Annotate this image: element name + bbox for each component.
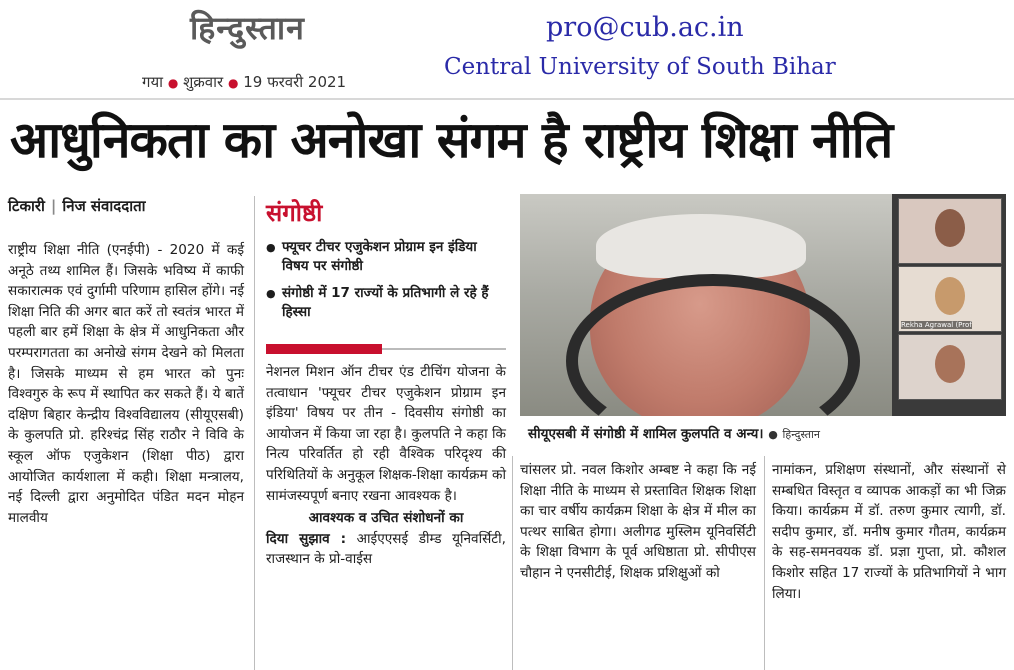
article-photo	[520, 194, 1006, 416]
article-column-3: चांसलर प्रो. नवल किशोर अम्बष्ट ने कहा कि नई शिक्षा नीति के माध्यम से प्रस्तावित शिक्षक शिक्षा का चार वर्षीय कार्यक्रम शिक्षा के क्षेत्र में मील का पत्थर साबित होगा। अलीगढ मुस्लिम यूनिवर्सिटी के शिक्षा विभाग के पूर्व अधिष्ठाता प्रो. सीपीएस चौहान ने एनसीटीई, शिक्षक प्रशिक्षुओं को	[520, 462, 756, 581]
column-divider	[512, 456, 513, 670]
participant-face	[935, 209, 965, 247]
photo-credit: हिन्दुस्तान	[782, 428, 820, 441]
dateline-date: 19 फरवरी 2021	[243, 73, 347, 91]
article-headline: आधुनिकता का अनोखा संगम है राष्ट्रीय शिक्षा नीति	[10, 111, 893, 169]
participant-tile	[898, 198, 1002, 264]
highlight-bullets	[266, 238, 506, 330]
article-column-1: राष्ट्रीय शिक्षा नीति (एनईपी) - 2020 में कई अनूठे तथ्य शामिल हैं। जिसके भविष्य में काफी सकारात्मक एवं दुर्गामी परिणाम हासिल होंगे। नई शिक्षा निति की अगर बात करें तो स्वतंत्र भारत में पहली बार हमें शिक्षा के क्षेत्र में आधुनिकता और परम्परागतता का अनोखे संगम देखने को मिलता है। जिसके माध्यम से हम भारत को पुनः विश्वगुरु के रूप में स्थापित कर सकते हैं। ये बातें दक्षिण बिहार केन्द्रीय विश्वविद्यालय (सीयूएसबी) के कुलपति प्रो. हरिश्चंद्र सिंह राठौर ने विवि के स्कूल ऑफ एजुकेशन (शिक्षा पीठ) द्वारा आयोजित कार्यशाला में कही। शिक्षा मन्त्रालय, नई दिल्ली द्वारा अनुमोदित पंडित मदन मोहन मालवीय	[8, 242, 244, 526]
byline-reporter: निज संवाददाता	[62, 197, 146, 215]
caption-text: सीयूएसबी में संगोष्ठी में शामिल कुलपति व अन्य।	[528, 426, 764, 442]
dateline-day: शुक्रवार	[183, 73, 224, 91]
byline: टिकारी | निज संवाददाता	[8, 197, 146, 215]
dateline-city: गया	[142, 73, 164, 91]
article-column-2	[266, 362, 506, 570]
highlight-bullet: ● संगोष्ठी में 17 राज्यों के प्रतिभागी ले रहे हैं हिस्सा	[266, 284, 506, 322]
column-divider	[764, 456, 765, 670]
header-divider	[0, 98, 1014, 100]
bullet-dot-icon: ●	[227, 76, 239, 90]
subheading: आवश्यक व उचित संशोधनों का	[308, 510, 464, 527]
participant-name: Rekha Agrawal (Prof	[901, 321, 972, 329]
column-2-continuation: आईएएसई डीम्ड यूनिवर्सिटी, राजस्थान के प्रो-वाईस	[266, 530, 506, 568]
bullet-dot-icon: ●	[768, 428, 778, 441]
photo-caption	[528, 424, 820, 442]
section-tag: संगोष्ठी	[266, 199, 323, 227]
participant-tile	[898, 334, 1002, 400]
dateline	[142, 72, 346, 92]
article-column-4: नामांकन, प्रशिक्षण संस्थानों, और संस्थानों से सम्बधित विस्तृत व व्यापक आकड़ों का भी जिक्र किया। कार्यक्रम में डॉ. तरुण कुमार त्यागी, डॉ. सदीप कुमार, डॉ. मनीष कुमार गौतम, कार्यक्रम के सह-समनवयक डॉ. प्रज्ञा गुप्ता, प्रो. कौशल किशोर सहित 17 राज्यों के प्रतिभागियों ने भाग लिया।	[772, 462, 1006, 602]
column-2-text: नेशनल मिशन ऑन टीचर एंड टीचिंग योजना के तत्वाधान 'फ्यूचर टीचर एजुकेशन प्रोग्राम इन इंडिया' विषय पर तीन - दिवसीय संगोष्ठी का आयोजन में किया जा रहा है। कुलपति ने कहा कि नित्य परिवर्तित हो रही वैश्विक परिदृश्य की परिथितियों के अनुकूल शिक्षक-शिक्षा कार्यक्रम को सामंजस्यपूर्ण बनाए रखना आवश्यक है।	[266, 364, 506, 504]
speaker-hair	[596, 214, 806, 278]
subheading-lead: दिया सुझाव :	[266, 530, 347, 547]
participant-tile	[898, 266, 1002, 332]
column-divider	[254, 196, 255, 670]
highlight-bullet: ● फ्यूचर टीचर एजुकेशन प्रोग्राम इन इंडिया विषय पर संगोष्ठी	[266, 238, 506, 276]
accent-line	[382, 348, 506, 350]
participant-face	[935, 345, 965, 383]
newspaper-masthead: हिन्दुस्तान	[190, 9, 305, 47]
byline-place: टिकारी	[8, 197, 45, 215]
bullet-dot-icon: ●	[167, 76, 179, 90]
participant-face	[935, 277, 965, 315]
pro-email: pro@cub.ac.in	[546, 12, 744, 43]
university-name: Central University of South Bihar	[444, 54, 836, 80]
accent-bar	[266, 344, 382, 354]
